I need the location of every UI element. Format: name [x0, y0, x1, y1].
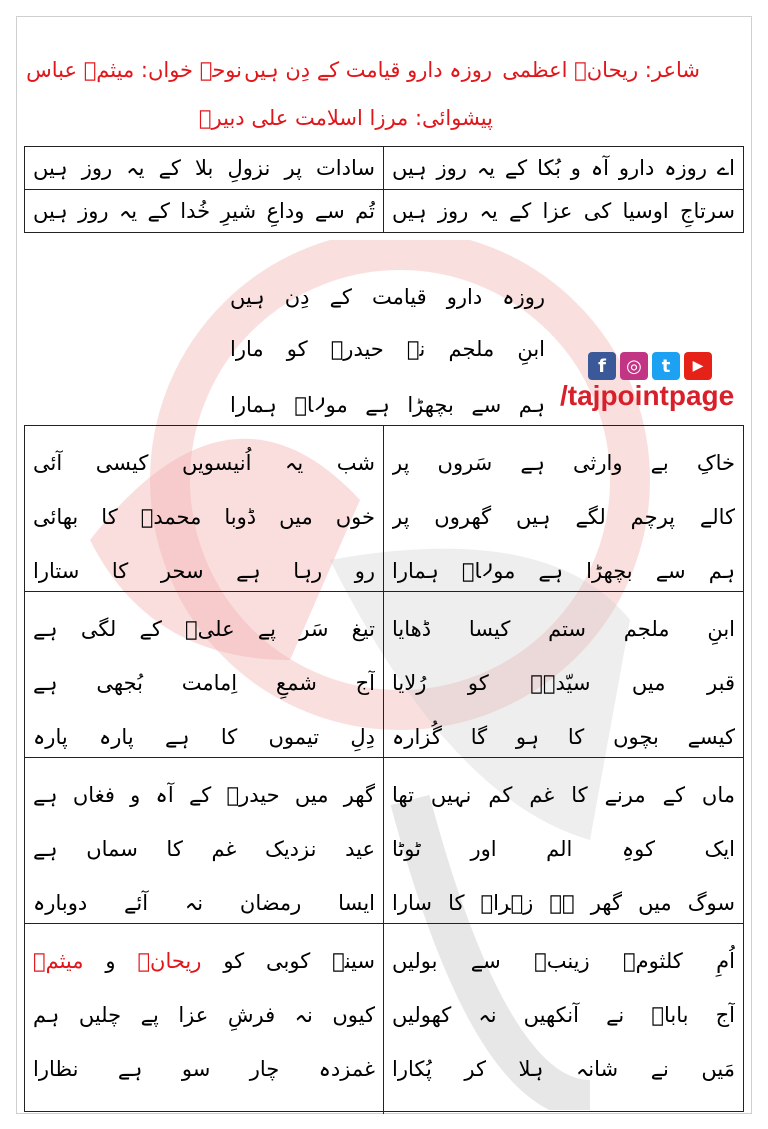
- verse-line: ماں کے مرنے کا غم کم نہیں تھا: [392, 783, 735, 807]
- verse-line: دِلِ تیموں کا ہے پارہ پارہ: [33, 725, 375, 749]
- verse-line: کیسے بچوں کا ہو گا گُزارہ: [392, 725, 735, 749]
- table-row: [25, 190, 743, 232]
- verse-line: گھر میں حیدرؑ کے آہ و فغاں ہے: [33, 783, 375, 807]
- verse-text: و: [105, 949, 116, 973]
- verse-line: اے روزہ دارو آہ و بُکا کے یہ روز ہیں: [392, 156, 735, 180]
- noha-title: روزہ دارو قیامت کے دِن ہیں: [244, 58, 492, 82]
- chorus-line: روزہ دارو قیامت کے دِن ہیں: [230, 285, 545, 309]
- table-row: [25, 758, 743, 924]
- facebook-icon[interactable]: f: [588, 352, 616, 380]
- verse-cell: [384, 592, 743, 757]
- verse-cell: [384, 758, 743, 923]
- verse-cell: [25, 426, 384, 591]
- verse-line: قبر میں سیّدہؑ کو رُلایا: [392, 671, 735, 695]
- verse-line: ایک کوہِ الم اور ٹوٹا: [392, 837, 735, 861]
- table-row: [25, 426, 743, 592]
- social-handle[interactable]: /tajpointpage: [560, 380, 735, 411]
- verse-cell: [384, 147, 743, 189]
- verse-line: خوں میں ڈوبا محمدؐ کا بھائی: [33, 505, 375, 529]
- verse-cell: [25, 924, 384, 1114]
- verse-line: تیغ سَر پے علیؑ کے لگی ہے: [33, 617, 375, 641]
- reciter-name: میثمؔ: [33, 949, 84, 973]
- chorus-line: ابنِ ملجم نے حیدرؑ کو مارا: [230, 337, 545, 361]
- verse-line: عید نزدیک غم کا سماں ہے: [33, 837, 375, 861]
- poet-name: ریحانؔ: [137, 949, 202, 973]
- verse-line: تُم سے وداعِ شیرِ خُدا کے یہ روز ہیں: [33, 199, 375, 223]
- verse-line: کیوں نہ فرشِ عزا پے چلیں ہم: [33, 1003, 375, 1027]
- verse-line: رو رہا ہے سحر کا ستارا: [33, 559, 375, 583]
- verse-line: اُمِ کلثومؑ زینبؑ سے بولیں: [392, 949, 735, 973]
- intro-table: [24, 146, 744, 233]
- verse-text: سینہ کوبی کو: [223, 949, 375, 973]
- table-row: [25, 592, 743, 758]
- table-row: [25, 924, 743, 1114]
- verse-line: کالے پرچم لگے ہیں گھروں پر: [392, 505, 735, 529]
- verse-line: آج باباؑ نے آنکھیں نہ کھولیں: [392, 1003, 735, 1027]
- verse-line: ابنِ ملجم ستم کیسا ڈھایا: [392, 617, 735, 641]
- verse-line: مَیں نے شانہ ہلا کر پُکارا: [392, 1057, 735, 1081]
- verse-line: خاکِ بے وارثی ہے سَروں پر: [392, 451, 735, 475]
- verses-table: [24, 425, 744, 1112]
- table-row: [25, 147, 743, 190]
- verse-line-signature: [33, 934, 375, 988]
- chorus-line: ہم سے بچھڑا ہے مولاؑ ہمارا: [230, 393, 545, 417]
- verse-line: غمزدہ چار سو ہے نظارا: [33, 1057, 375, 1081]
- verse-cell: [25, 758, 384, 923]
- verse-line: آج شمعِ اِمامت بُجھی ہے: [33, 671, 375, 695]
- verse-cell: [25, 592, 384, 757]
- chorus: [230, 278, 545, 424]
- verse-cell: [384, 924, 743, 1114]
- instagram-icon[interactable]: ◎: [620, 352, 648, 380]
- verse-cell: [25, 147, 384, 189]
- verse-line: سادات پر نزولِ بلا کے یہ روز ہیں: [33, 156, 375, 180]
- verse-line: سوگ میں گھر ہے زہراؑ کا سارا: [392, 891, 735, 915]
- verse-line: ایسا رمضان نہ آئے دوبارہ: [33, 891, 375, 915]
- verse-cell: [25, 190, 384, 232]
- verse-cell: [384, 190, 743, 232]
- verse-line: شب یہ اُنیسویں کیسی آئی: [33, 451, 375, 475]
- youtube-icon[interactable]: ▶: [684, 352, 712, 380]
- social-icons: [588, 352, 712, 380]
- verse-line: ہم سے بچھڑا ہے مولاؑ ہمارا: [392, 559, 735, 583]
- verse-line: سرتاجِ اوسیا کی عزا کے یہ روز ہیں: [392, 199, 735, 223]
- poet-credit: شاعر: ریحانؔ اعظمی: [502, 58, 700, 82]
- peshwai-credit: پیشوائی: مرزا اسلامت علی دبیرؔ: [198, 106, 493, 130]
- twitter-icon[interactable]: t: [652, 352, 680, 380]
- reciter-credit: نوحہ خواں: میثمؔ عباس: [26, 58, 242, 82]
- verse-cell: [384, 426, 743, 591]
